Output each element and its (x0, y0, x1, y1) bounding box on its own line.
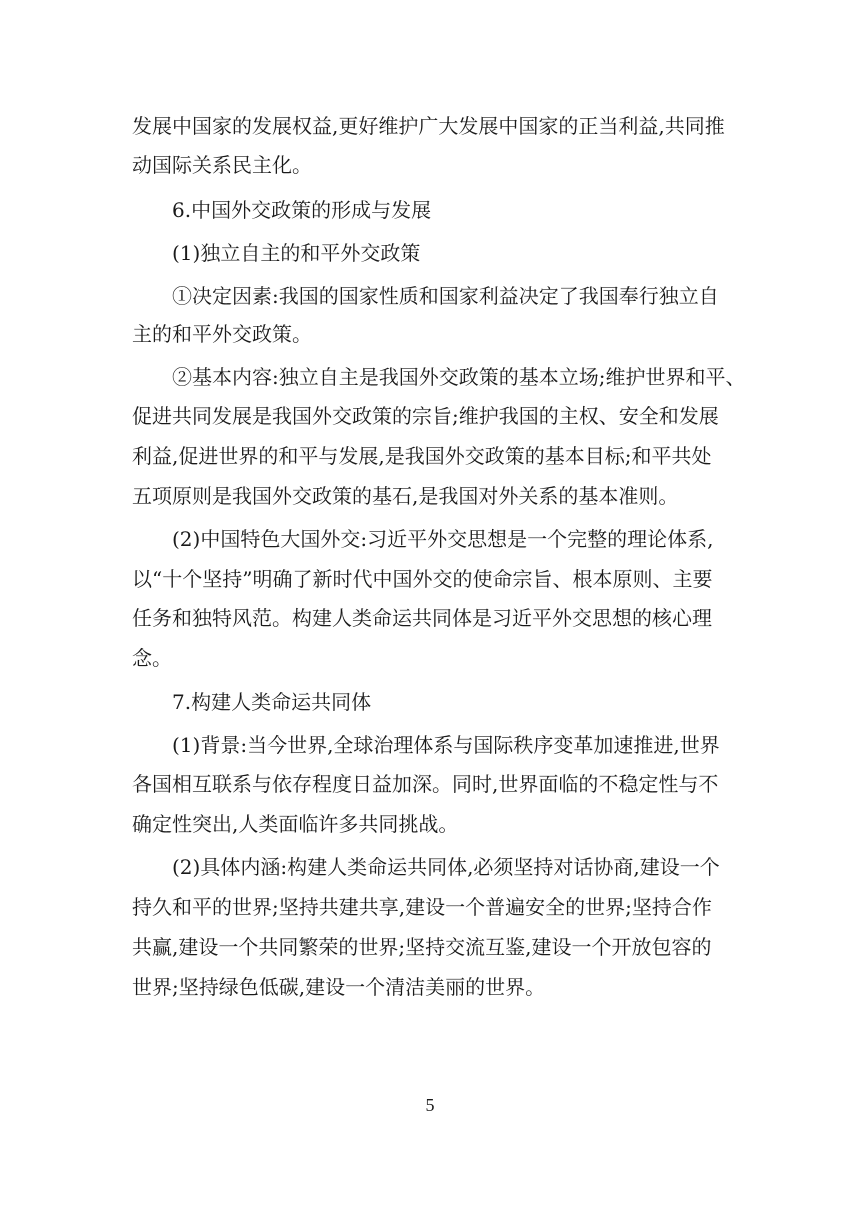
text-line: (2)中国特色大国外交:习近平外交思想是一个完整的理论体系, (172, 527, 714, 551)
text-line: 念。 (132, 646, 172, 670)
section-heading: 6.中国外交政策的形成与发展 (172, 198, 432, 222)
text-line: 持久和平的世界;坚持共建共享,建设一个普遍安全的世界;坚持合作 (132, 895, 712, 919)
text-line: ①决定因素:我国的国家性质和国家利益决定了我国奉行独立自 (172, 284, 719, 308)
page-number: 5 (425, 1095, 435, 1115)
text-line: 共赢,建设一个共同繁荣的世界;坚持交流互鉴,建设一个开放包容的 (132, 935, 712, 959)
text-line: 世界;坚持绿色低碳,建设一个清洁美丽的世界。 (132, 975, 546, 999)
text-line: (2)具体内涵:构建人类命运共同体,必须坚持对话协商,建设一个 (172, 855, 720, 879)
text-line: 以“十个坚持”明确了新时代中国外交的使命宗旨、根本原则、主要 (132, 567, 713, 591)
text-line: ②基本内容:独立自主是我国外交政策的基本立场;维护世界和平、 (172, 365, 746, 389)
text-line: 主的和平外交政策。 (132, 322, 312, 346)
subsection-heading: (1)独立自主的和平外交政策 (172, 241, 421, 265)
text-line: 发展中国家的发展权益,更好维护广大发展中国家的正当利益,共同推 (132, 114, 725, 138)
text-line: (1)背景:当今世界,全球治理体系与国际秩序变革加速推进,世界 (172, 733, 720, 757)
section-heading: 7.构建人类命运共同体 (172, 690, 372, 714)
text-line: 确定性突出,人类面临许多共同挑战。 (132, 812, 459, 836)
text-line: 任务和独特风范。构建人类命运共同体是习近平外交思想的核心理 (132, 606, 712, 630)
text-line: 利益,促进世界的和平与发展,是我国外交政策的基本目标;和平共处 (132, 444, 712, 468)
text-line: 动国际关系民主化。 (132, 153, 312, 177)
text-line: 五项原则是我国外交政策的基石,是我国对外关系的基本准则。 (132, 484, 679, 508)
text-line: 促进共同发展是我国外交政策的宗旨;维护我国的主权、安全和发展 (132, 404, 719, 428)
text-line: 各国相互联系与依存程度日益加深。同时,世界面临的不稳定性与不 (132, 772, 719, 796)
